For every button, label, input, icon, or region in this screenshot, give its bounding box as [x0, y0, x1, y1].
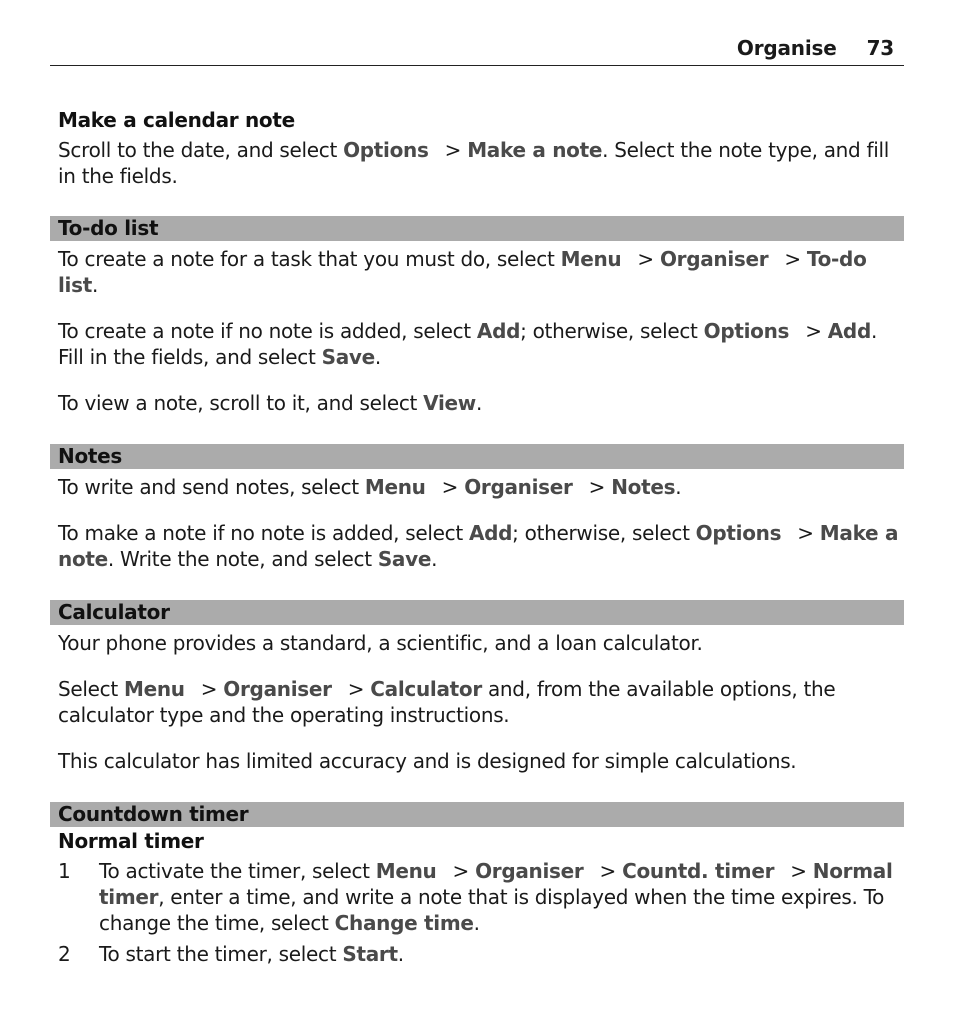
ui-term: Save: [321, 345, 375, 369]
ui-term: Make a note: [467, 138, 603, 162]
ui-term: Options: [695, 521, 782, 545]
section-band-calculator: [50, 600, 904, 625]
todo-paragraph-3: To view a note, scroll to it, and select View.: [58, 391, 483, 415]
calendar-note-heading: Make a calendar note: [58, 108, 295, 132]
ui-term: Normal timer: [99, 859, 893, 909]
ui-term: Organiser: [659, 247, 769, 271]
ui-term: Menu: [375, 859, 437, 883]
section-title-todo: To-do list: [58, 216, 159, 240]
calculator-paragraph-3: This calculator has limited accuracy and is designed for simple calculations.: [58, 749, 797, 773]
ui-term: Menu: [123, 677, 185, 701]
ui-term: Menu: [364, 475, 426, 499]
step-number: 2: [58, 942, 71, 966]
ui-term: Save: [377, 547, 432, 571]
step-text: To start the timer, select Start.: [99, 942, 404, 966]
section-title-notes: Notes: [58, 444, 123, 468]
step-text: To activate the timer, select Menu > Organiser > Countd. timer > Normal timer, enter a time, and write a note that is displayed when the time expires. To change the time, select Change time.: [99, 859, 893, 935]
notes-paragraph-1: To write and send notes, select Menu > Organiser > Notes.: [58, 475, 682, 499]
ui-term: Add: [827, 319, 871, 343]
section-title-countdown: Countdown timer: [58, 802, 249, 826]
ui-term: Change time: [334, 911, 474, 935]
ui-term: Start: [342, 942, 398, 966]
ui-term: Options: [343, 138, 429, 162]
page-number: 73: [866, 36, 894, 60]
calculator-paragraph-2: Select Menu > Organiser > Calculator and, from the available options, the calculator type and the operating instructions.: [58, 677, 836, 727]
section-band-countdown: [50, 802, 904, 827]
ui-term: To-do list: [58, 247, 867, 297]
ui-term: Menu: [560, 247, 622, 271]
ui-term: Organiser: [475, 859, 584, 883]
section-name: Organise: [736, 36, 837, 60]
list-item: [58, 858, 904, 938]
ui-term: Add: [468, 521, 513, 545]
calendar-note-paragraph: Scroll to the date, and select Options > Make a note. Select the note type, and fill in the fields.: [58, 138, 889, 188]
ui-term: Add: [476, 319, 521, 343]
todo-paragraph-2: To create a note if no note is added, select Add; otherwise, select Options > Add. Fill in the fields, and select Save.: [58, 319, 878, 369]
ui-term: Calculator: [370, 677, 482, 701]
section-band-notes: [50, 444, 904, 469]
ui-term: Organiser: [223, 677, 332, 701]
ui-term: Organiser: [464, 475, 573, 499]
step-number: 1: [58, 859, 71, 883]
calculator-paragraph-1: Your phone provides a standard, a scientific, and a loan calculator.: [58, 631, 703, 655]
notes-paragraph-2: To make a note if no note is added, select Add; otherwise, select Options > Make a note. Write the note, and select Save.: [58, 521, 899, 571]
section-band-todo: [50, 216, 904, 241]
ui-term: Make a note: [58, 521, 899, 571]
normal-timer-heading: Normal timer: [58, 829, 204, 853]
todo-paragraph-1: To create a note for a task that you must do, select Menu > Organiser > To-do list.: [58, 247, 867, 297]
running-header: [50, 34, 904, 66]
ui-term: Options: [703, 319, 790, 343]
ui-term: Countd. timer: [622, 859, 775, 883]
ui-term: View: [423, 391, 476, 415]
section-title-calculator: Calculator: [58, 600, 170, 624]
ui-term: Notes: [611, 475, 676, 499]
list-item: [58, 941, 904, 969]
